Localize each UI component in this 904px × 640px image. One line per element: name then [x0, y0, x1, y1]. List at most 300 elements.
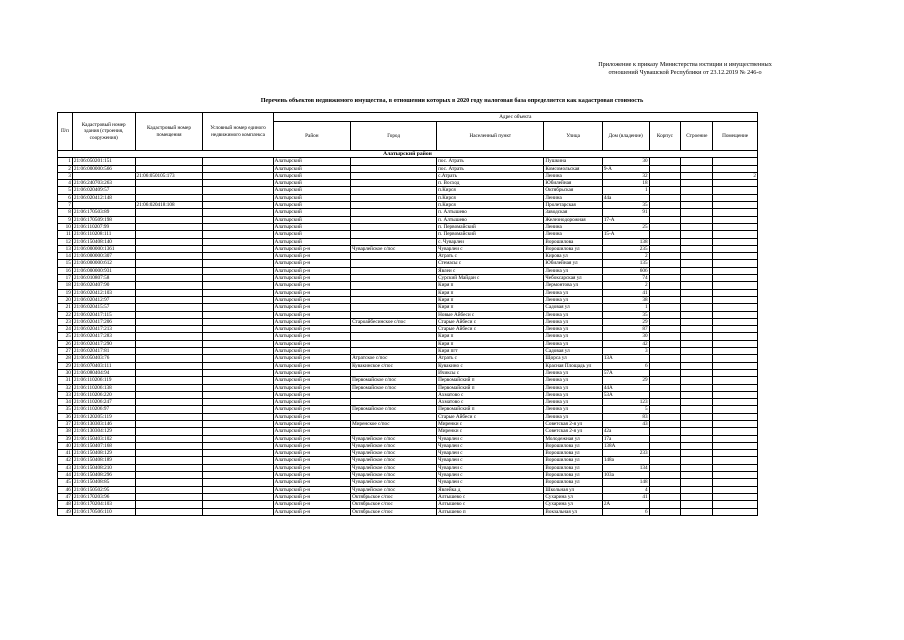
- cell-conditional-number: [203, 165, 273, 172]
- cell-district: Алатырский р-н: [273, 435, 351, 442]
- cell-stroenie: [681, 450, 713, 457]
- cell-district: Алатырский р-н: [273, 289, 351, 296]
- cell-pomeshenie: [713, 238, 758, 245]
- cell-district: Алатырский р-н: [273, 245, 351, 252]
- cell-cad-building: 21:06:110206:220: [72, 391, 135, 398]
- table-row: [58, 209, 758, 216]
- cell-korpus: [649, 435, 681, 442]
- cell-conditional-number: [203, 194, 273, 201]
- cell-house: 2А: [602, 501, 649, 508]
- cell-pp: 30: [58, 369, 73, 376]
- cell-conditional-number: [203, 282, 273, 289]
- cell-locality: п.Кирся: [437, 194, 544, 201]
- table-row: [58, 508, 758, 515]
- cell-street: Ленина ул: [544, 399, 602, 406]
- cell-district: Алатырский р-н: [273, 450, 351, 457]
- cell-pomeshenie: [713, 267, 758, 274]
- cell-locality: п. Первомайский: [437, 231, 544, 238]
- cell-cad-room: [135, 420, 203, 427]
- cell-pomeshenie: [713, 245, 758, 252]
- cell-street: Железнодорожная: [544, 216, 602, 223]
- cell-city: Первомайское с/пос: [351, 406, 437, 413]
- cell-city: [351, 180, 437, 187]
- cell-house: 42а: [602, 428, 649, 435]
- table-row: [58, 326, 758, 333]
- cell-pp: 47: [58, 493, 73, 500]
- cell-pomeshenie: [713, 355, 758, 362]
- cell-pp: 39: [58, 435, 73, 442]
- cell-street: Ленина ул: [544, 333, 602, 340]
- cell-locality: п. Алтышево: [437, 216, 544, 223]
- cell-district: Алатырский: [273, 216, 351, 223]
- cell-street: Ленина ул: [544, 267, 602, 274]
- cell-district: Алатырский р-н: [273, 413, 351, 420]
- cell-locality: Первомайский п: [437, 377, 544, 384]
- cell-korpus: [649, 362, 681, 369]
- cell-pp: 11: [58, 231, 73, 238]
- cell-locality: Стемасы с: [437, 260, 544, 267]
- cell-korpus: [649, 194, 681, 201]
- cell-pomeshenie: [713, 326, 758, 333]
- cell-korpus: [649, 267, 681, 274]
- cell-cad-room: [135, 275, 203, 282]
- cell-district: Алатырский р-н: [273, 428, 351, 435]
- cell-pomeshenie: [713, 209, 758, 216]
- cell-locality: Алтышево п: [437, 508, 544, 515]
- document-title: Перечень объектов недвижимого имущества, в отношении которых в 2020 году налоговая база определяется как кадастровая стоимость: [260, 97, 644, 104]
- cell-district: Алатырский р-н: [273, 253, 351, 260]
- cell-street: Ленина ул: [544, 391, 602, 398]
- cell-house: 41: [602, 493, 649, 500]
- cell-stroenie: [681, 428, 713, 435]
- cell-pp: 26: [58, 340, 73, 347]
- cell-stroenie: [681, 245, 713, 252]
- cell-pomeshenie: [713, 187, 758, 194]
- table-row: [58, 493, 758, 500]
- cell-korpus: [649, 158, 681, 165]
- cell-cad-room: [135, 165, 203, 172]
- cell-locality: п.Кирся: [437, 187, 544, 194]
- cell-stroenie: [681, 377, 713, 384]
- cell-locality: Кувакино с: [437, 362, 544, 369]
- table-row: [58, 245, 758, 252]
- cell-cad-building: [72, 202, 135, 209]
- cell-cad-building: 21:06:110206:247: [72, 399, 135, 406]
- cell-street: Ворошилова: [544, 238, 602, 245]
- cell-cad-room: [135, 348, 203, 355]
- cell-cad-room: [135, 508, 203, 515]
- cell-korpus: [649, 348, 681, 355]
- cell-street: Ленина: [544, 172, 602, 179]
- cell-cad-room: [135, 304, 203, 311]
- cell-house: 18: [602, 180, 649, 187]
- cell-house: 2: [602, 253, 649, 260]
- cell-house: 1: [602, 187, 649, 194]
- cell-cad-building: 21:06:130303:146: [72, 420, 135, 427]
- cell-cad-building: 21:06:110206:119: [72, 377, 135, 384]
- cell-stroenie: [681, 209, 713, 216]
- cell-pp: 32: [58, 384, 73, 391]
- cell-street: Школьная ул: [544, 486, 602, 493]
- cell-pomeshenie: [713, 457, 758, 464]
- cell-pomeshenie: [713, 450, 758, 457]
- cell-stroenie: [681, 391, 713, 398]
- cell-cad-room: [135, 289, 203, 296]
- cell-city: [351, 267, 437, 274]
- cell-cad-building: 21:06:170204:103: [72, 501, 135, 508]
- cell-cad-building: 21:06:120205:119: [72, 413, 135, 420]
- cell-cad-room: [135, 267, 203, 274]
- cell-cad-building: 21:06:170506:110: [72, 508, 135, 515]
- cell-cad-building: 21:06:020417:115: [72, 311, 135, 318]
- cell-locality: Явлеи с: [437, 267, 544, 274]
- cell-house: 148а: [602, 457, 649, 464]
- cell-cad-building: 21:06:150407:168: [72, 442, 135, 449]
- cell-pomeshenie: [713, 333, 758, 340]
- cell-stroenie: [681, 158, 713, 165]
- cell-stroenie: [681, 333, 713, 340]
- cell-cad-room: [135, 158, 203, 165]
- cell-house: 30: [602, 158, 649, 165]
- cell-pp: 18: [58, 282, 73, 289]
- cell-stroenie: [681, 399, 713, 406]
- cell-locality: Киря п: [437, 333, 544, 340]
- header-street: Улица: [544, 122, 602, 151]
- cell-city: [351, 348, 437, 355]
- cell-conditional-number: [203, 369, 273, 376]
- cell-street: Пушкина: [544, 158, 602, 165]
- cell-cad-building: 21:06:150408:296: [72, 472, 135, 479]
- cell-city: Миренское с/пос: [351, 420, 437, 427]
- table-row: [58, 223, 758, 230]
- cell-city: [351, 194, 437, 201]
- cell-street: Ворошилова ул: [544, 450, 602, 457]
- cell-house: 233: [602, 450, 649, 457]
- cell-city: [351, 275, 437, 282]
- cell-korpus: [649, 493, 681, 500]
- cell-pomeshenie: [713, 501, 758, 508]
- cell-korpus: [649, 296, 681, 303]
- cell-stroenie: [681, 464, 713, 471]
- cell-locality: Миренки с: [437, 420, 544, 427]
- cell-district: Алатырский: [273, 187, 351, 194]
- cell-pomeshenie: [713, 464, 758, 471]
- cell-stroenie: [681, 420, 713, 427]
- cell-pp: 44: [58, 472, 73, 479]
- cell-city: [351, 231, 437, 238]
- cell-locality: Чуварлеи с: [437, 472, 544, 479]
- cell-pomeshenie: [713, 282, 758, 289]
- cell-district: Алатырский: [273, 172, 351, 179]
- table-row: [58, 172, 758, 179]
- table-row: [58, 202, 758, 209]
- table-row: [58, 420, 758, 427]
- cell-conditional-number: [203, 450, 273, 457]
- cell-city: Чуварлейское с/пос: [351, 472, 437, 479]
- table-row: [58, 362, 758, 369]
- cell-house: 35: [602, 311, 649, 318]
- cell-pp: 37: [58, 420, 73, 427]
- table-row: [58, 472, 758, 479]
- cell-conditional-number: [203, 413, 273, 420]
- cell-locality: Алтышево с: [437, 501, 544, 508]
- cell-district: Алатырский р-н: [273, 340, 351, 347]
- cell-street: Ворошилова ул: [544, 442, 602, 449]
- cell-cad-room: [135, 362, 203, 369]
- cell-pp: 23: [58, 318, 73, 325]
- cell-korpus: [649, 413, 681, 420]
- cell-cad-building: 21:06:130304:129: [72, 428, 135, 435]
- cell-cad-room: [135, 501, 203, 508]
- cell-locality: Ахматово с: [437, 391, 544, 398]
- cell-street: Ворошилова ул: [544, 245, 602, 252]
- cell-cad-room: [135, 384, 203, 391]
- cell-district: Алатырский р-н: [273, 296, 351, 303]
- cell-cad-room: [135, 282, 203, 289]
- cell-house: 38: [602, 296, 649, 303]
- cell-conditional-number: [203, 479, 273, 486]
- cell-city: Октябрьское с/пос: [351, 493, 437, 500]
- cell-conditional-number: [203, 362, 273, 369]
- table-row: [58, 318, 758, 325]
- cell-stroenie: [681, 187, 713, 194]
- cell-district: Алатырский р-н: [273, 472, 351, 479]
- cell-korpus: [649, 209, 681, 216]
- cell-stroenie: [681, 362, 713, 369]
- cell-cad-room: [135, 428, 203, 435]
- cell-pomeshenie: [713, 420, 758, 427]
- cell-korpus: [649, 326, 681, 333]
- cell-cad-room: [135, 391, 203, 398]
- table-row: [58, 296, 758, 303]
- cell-street: Ленина: [544, 194, 602, 201]
- cell-stroenie: [681, 413, 713, 420]
- cell-locality: п. Восход: [437, 180, 544, 187]
- cell-locality: Чуварлеи с: [437, 464, 544, 471]
- cell-korpus: [649, 180, 681, 187]
- cell-conditional-number: [203, 486, 273, 493]
- cell-street: Вокзальная ул: [544, 508, 602, 515]
- cell-pp: 48: [58, 501, 73, 508]
- cell-pomeshenie: [713, 202, 758, 209]
- table-row: [58, 275, 758, 282]
- cell-pomeshenie: [713, 158, 758, 165]
- cell-conditional-number: [203, 391, 273, 398]
- cell-cad-room: 21:06:050105:173: [135, 172, 203, 179]
- cell-district: Алатырский: [273, 158, 351, 165]
- cell-stroenie: [681, 260, 713, 267]
- cell-house: 3: [602, 348, 649, 355]
- cell-city: [351, 413, 437, 420]
- cell-locality: Киря п: [437, 282, 544, 289]
- cell-street: Ворошилова ул: [544, 479, 602, 486]
- cell-house: 17а: [602, 435, 649, 442]
- cell-cad-room: [135, 486, 203, 493]
- header-locality: Населенный пункт: [437, 122, 544, 151]
- cell-house: 32: [602, 172, 649, 179]
- cell-korpus: [649, 450, 681, 457]
- table-body: [58, 151, 758, 516]
- cell-pp: 34: [58, 399, 73, 406]
- cell-pomeshenie: [713, 253, 758, 260]
- cell-city: [351, 172, 437, 179]
- cell-conditional-number: [203, 209, 273, 216]
- cell-house: 135: [602, 260, 649, 267]
- cell-cad-building: 21:06:150408:189: [72, 457, 135, 464]
- cell-korpus: [649, 377, 681, 384]
- cell-conditional-number: [203, 508, 273, 515]
- table-row: [58, 194, 758, 201]
- cell-korpus: [649, 486, 681, 493]
- cell-street: Ленина ул: [544, 289, 602, 296]
- cell-conditional-number: [203, 223, 273, 230]
- table-row: [58, 216, 758, 223]
- property-register-table: [57, 112, 758, 516]
- cell-korpus: [649, 501, 681, 508]
- cell-city: [351, 311, 437, 318]
- cell-cad-room: [135, 355, 203, 362]
- cell-district: Алатырский: [273, 194, 351, 201]
- cell-cad-building: 21:06:170509:198: [72, 216, 135, 223]
- district-row: [58, 151, 758, 158]
- cell-pp: 3: [58, 172, 73, 179]
- cell-district: Алатырский р-н: [273, 501, 351, 508]
- cell-city: [351, 165, 437, 172]
- cell-stroenie: [681, 442, 713, 449]
- cell-district: Алатырский р-н: [273, 486, 351, 493]
- cell-conditional-number: [203, 340, 273, 347]
- cell-conditional-number: [203, 245, 273, 252]
- cell-locality: п. Первомайский: [437, 223, 544, 230]
- cell-conditional-number: [203, 180, 273, 187]
- cell-stroenie: [681, 238, 713, 245]
- cell-cad-room: [135, 333, 203, 340]
- cell-house: 6: [602, 362, 649, 369]
- cell-district: Алатырский: [273, 231, 351, 238]
- district-title: Алатырский район: [58, 151, 758, 158]
- cell-cad-room: [135, 187, 203, 194]
- cell-pp: 41: [58, 450, 73, 457]
- cell-conditional-number: [203, 355, 273, 362]
- cell-house: 83: [602, 413, 649, 420]
- cell-korpus: [649, 318, 681, 325]
- table-row: [58, 260, 758, 267]
- cell-pp: 20: [58, 296, 73, 303]
- table-row: [58, 282, 758, 289]
- cell-cad-building: 21:06:170203:96: [72, 493, 135, 500]
- cell-pp: 38: [58, 428, 73, 435]
- cell-house: 91: [602, 209, 649, 216]
- cell-stroenie: [681, 304, 713, 311]
- cell-pp: 10: [58, 223, 73, 230]
- cell-pomeshenie: [713, 435, 758, 442]
- cell-stroenie: [681, 348, 713, 355]
- cell-street: Чебоксарская ул: [544, 275, 602, 282]
- cell-locality: Киря п: [437, 296, 544, 303]
- cell-conditional-number: [203, 216, 273, 223]
- table-row: [58, 267, 758, 274]
- cell-pp: 16: [58, 267, 73, 274]
- cell-pomeshenie: [713, 442, 758, 449]
- cell-district: Алатырский р-н: [273, 282, 351, 289]
- cell-korpus: [649, 369, 681, 376]
- cell-cad-room: [135, 479, 203, 486]
- cell-cad-building: 21:06:020417:283: [72, 333, 135, 340]
- cell-locality: Миренки с: [437, 428, 544, 435]
- cell-locality: п.Кирся: [437, 202, 544, 209]
- cell-district: Алатырский р-н: [273, 399, 351, 406]
- cell-city: [351, 369, 437, 376]
- cell-cad-room: [135, 464, 203, 471]
- cell-pomeshenie: [713, 479, 758, 486]
- cell-pomeshenie: [713, 472, 758, 479]
- cell-city: [351, 260, 437, 267]
- table-row: [58, 348, 758, 355]
- cell-city: [351, 253, 437, 260]
- cell-locality: Новые Айбеси с: [437, 311, 544, 318]
- cell-cad-building: 21:06:000000:1361: [72, 245, 135, 252]
- cell-street: Щорса ул: [544, 355, 602, 362]
- cell-conditional-number: [203, 311, 273, 318]
- cell-district: Алатырский р-н: [273, 493, 351, 500]
- header-city: Город: [351, 122, 437, 151]
- cell-locality: Сурский Майдан с: [437, 275, 544, 282]
- cell-city: [351, 428, 437, 435]
- cell-conditional-number: [203, 472, 273, 479]
- cell-city: [351, 304, 437, 311]
- cell-city: Октябрьское с/пос: [351, 508, 437, 515]
- appendix-line-2: отношений Чувашской Республики от 23.12.2019 № 246-о: [608, 69, 762, 76]
- cell-city: [351, 296, 437, 303]
- cell-cad-building: 21:06:150408:140: [72, 238, 135, 245]
- cell-cad-building: 21:06:150408:210: [72, 464, 135, 471]
- cell-house: 235: [602, 245, 649, 252]
- cell-house: 29: [602, 318, 649, 325]
- table-row: [58, 464, 758, 471]
- cell-city: Чуварлейское с/пос: [351, 486, 437, 493]
- cell-stroenie: [681, 267, 713, 274]
- cell-cad-building: 21:06:050201:151: [72, 158, 135, 165]
- cell-pp: 13: [58, 245, 73, 252]
- cell-korpus: [649, 253, 681, 260]
- cell-district: Алатырский р-н: [273, 377, 351, 384]
- cell-street: Сухарина ул: [544, 501, 602, 508]
- cell-locality: Алтышево с: [437, 493, 544, 500]
- cell-district: Алатырский р-н: [273, 479, 351, 486]
- cell-pomeshenie: [713, 362, 758, 369]
- cell-street: Советская 2-я ул: [544, 428, 602, 435]
- header-conditional-number: Условный номер единого недвижимого комплекса: [203, 113, 273, 151]
- cell-pp: 31: [58, 377, 73, 384]
- cell-pomeshenie: [713, 391, 758, 398]
- cell-pp: 4: [58, 180, 73, 187]
- cell-house: 43: [602, 420, 649, 427]
- cell-street: Октябрьская: [544, 187, 602, 194]
- cell-street: Садовая ул: [544, 304, 602, 311]
- cell-locality: Атрать с: [437, 355, 544, 362]
- cell-cad-building: 21:06:020417:213: [72, 326, 135, 333]
- cell-cad-room: [135, 435, 203, 442]
- cell-pomeshenie: [713, 399, 758, 406]
- cell-pp: 29: [58, 362, 73, 369]
- cell-house: 123: [602, 399, 649, 406]
- cell-korpus: [649, 464, 681, 471]
- cell-pp: 24: [58, 326, 73, 333]
- cell-cad-building: 21:06:050403:76: [72, 355, 135, 362]
- table-row: [58, 355, 758, 362]
- cell-korpus: [649, 391, 681, 398]
- cell-locality: Чуварлеи с: [437, 450, 544, 457]
